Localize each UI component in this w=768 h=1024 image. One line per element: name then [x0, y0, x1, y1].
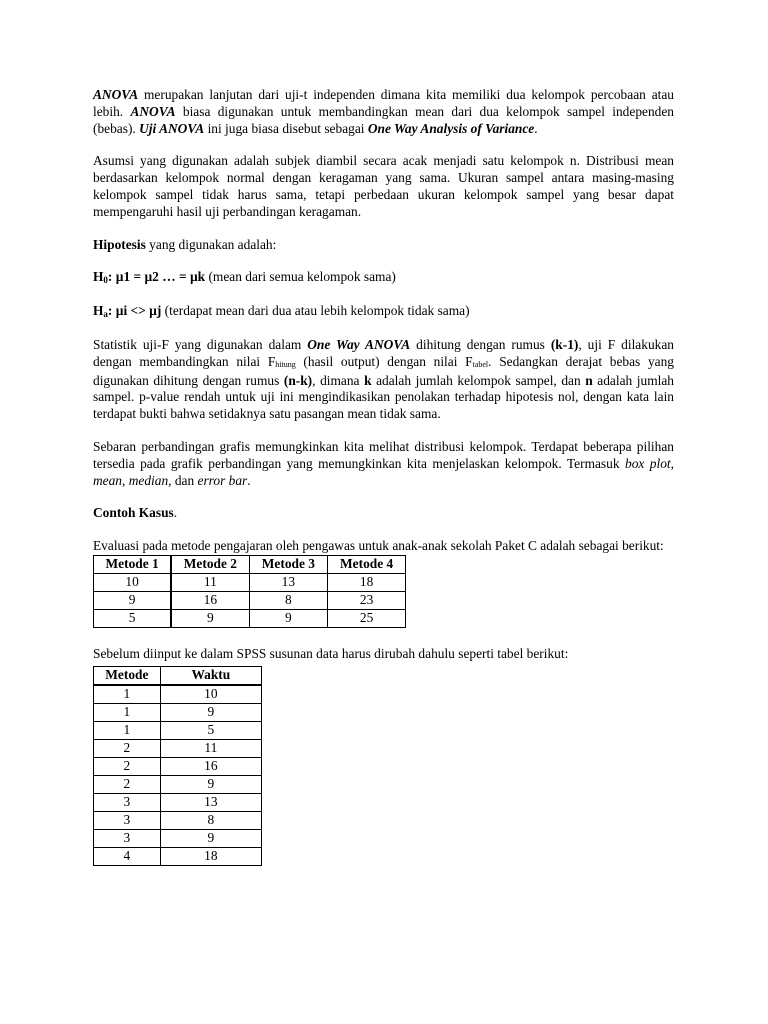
table-cell: 4 [94, 847, 161, 865]
text-span: H [93, 303, 104, 319]
text-span: (hasil output) dengan nilai F [295, 353, 473, 369]
text-span: H [93, 269, 104, 285]
table-cell: 18 [328, 573, 406, 591]
table-row [94, 573, 406, 591]
term-mean: mean [93, 472, 123, 488]
text-span: biasa digunakan untuk membandingkan mean dari dua kelompok sampel independen (bebas). [93, 103, 674, 136]
table-row [94, 757, 262, 775]
paragraph-evaluasi: Evaluasi pada metode pengajaran oleh pengawas untuk anak-anak sekolah Paket C adalah sebagai berikut: [93, 538, 664, 554]
table-cell: 9 [160, 829, 261, 847]
text-span: Statistik uji-F yang digunakan dalam [93, 336, 308, 352]
text-span: merupakan lanjutan dari uji-t independen dimana kita memiliki dua kelompok percobaan atau lebih. [93, 87, 674, 119]
table-cell: 1 [94, 685, 161, 704]
table-row [94, 793, 262, 811]
hypothesis-h0 [93, 269, 674, 287]
document-page [93, 87, 674, 866]
term-box-plot: box plot [625, 455, 671, 471]
paragraph-anova-intro [93, 87, 674, 137]
table-cell: 9 [160, 703, 261, 721]
table-cell: 9 [249, 609, 328, 627]
table-row [94, 829, 262, 847]
text-span: , uji F dilakukan dengan membandingkan nilai F [93, 336, 674, 369]
subscript: tabel [472, 359, 489, 369]
table-row [94, 591, 406, 609]
paragraph-asumsi: Asumsi yang digunakan adalah subjek diambil secara acak menjadi satu kelompok n. Distribusi mean berdasarkan kelompok normal dengan keragaman yang sama. Ukuran sampel antara masing-masing kelompok sampel tidak harus sama, tetapi perbedaan ukuran kelompok sampel yang besar dapat mempengaruhi hasil uji perbandingan keragaman. [93, 153, 674, 219]
header-metode: Metode [94, 666, 161, 685]
table-row [94, 739, 262, 757]
table-row [94, 703, 262, 721]
text-span: . [173, 505, 178, 521]
header-metode-1: Metode 1 [94, 555, 172, 573]
term-one-way-anova: One Way Analysis of Variance [367, 120, 535, 136]
term-one-way-anova: One Way ANOVA [307, 336, 411, 352]
table-row [94, 609, 406, 627]
table-header-row [94, 555, 406, 573]
hypothesis-ha [93, 303, 674, 321]
header-metode-4: Metode 4 [328, 555, 406, 573]
subscript: a [103, 309, 108, 320]
table-cell: 13 [249, 573, 328, 591]
text-span: dihitung dengan rumus [410, 336, 551, 352]
table-cell: 13 [160, 793, 261, 811]
term-hipotesis: Hipotesis [93, 236, 146, 252]
text-span: (terdapat mean dari dua atau lebih kelompok tidak sama) [161, 303, 470, 319]
paragraph-hipotesis [93, 237, 674, 254]
text-b: Contoh Kasus [93, 505, 174, 521]
table-cell: 8 [249, 591, 328, 609]
table-cell: 9 [171, 609, 249, 627]
term-anova: ANOVA [130, 103, 176, 119]
heading-contoh-kasus [93, 505, 674, 522]
term-n: n [585, 372, 593, 388]
text-span: yang digunakan adalah: [145, 236, 277, 252]
table-cell: 18 [160, 847, 261, 865]
table-cell: 5 [94, 609, 172, 627]
table-cell: 11 [171, 573, 249, 591]
text-span: adalah jumlah sampel. p-value rendah untuk uji ini mengindikasikan penolakan terhadap hipotesis nol, dengan kata lain terdapat bukti bahwa setidaknya satu pasangan mean tidak sama. [93, 372, 674, 422]
table-cell: 10 [160, 685, 261, 704]
term-median: median [128, 472, 169, 488]
table-cell: 9 [94, 591, 172, 609]
table-cell: 10 [94, 573, 172, 591]
table-cell: 5 [160, 721, 261, 739]
text-span: . [534, 120, 538, 136]
table-cell: 11 [160, 739, 261, 757]
table-cell: 8 [160, 811, 261, 829]
text-span: , dan [168, 472, 198, 488]
table-cell: 3 [94, 829, 161, 847]
text-span: , [122, 472, 129, 488]
formula-k-minus-1: (k-1) [550, 336, 579, 352]
text-span: . [247, 472, 251, 488]
text-span: , dimana [312, 372, 365, 388]
table-row [94, 685, 262, 704]
table-row [94, 775, 262, 793]
paragraph-statistik-uji-f [93, 337, 674, 423]
table-cell: 2 [94, 757, 161, 775]
header-waktu: Waktu [160, 666, 261, 685]
table-spss-format [93, 666, 262, 866]
table-cell: 16 [171, 591, 249, 609]
paragraph-sebaran [93, 439, 674, 489]
header-metode-3: Metode 3 [249, 555, 328, 573]
table-row [94, 847, 262, 865]
table-header-row [94, 666, 262, 685]
table-cell: 2 [94, 775, 161, 793]
paragraph-sebelum-diinput: Sebelum diinput ke dalam SPSS susunan data harus dirubah dahulu seperti tabel berikut: [93, 645, 569, 661]
subscript: hitung [275, 359, 296, 369]
text-span: , [670, 455, 675, 471]
table-cell: 2 [94, 739, 161, 757]
table-cell: 23 [328, 591, 406, 609]
table-cell: 3 [94, 793, 161, 811]
text-span: adalah jumlah kelompok sampel, dan [371, 372, 586, 388]
text-span: : µi <> µj [107, 303, 162, 319]
term-error-bar: error bar [197, 472, 248, 488]
table-row [94, 721, 262, 739]
term-anova: ANOVA [93, 87, 139, 102]
table-cell: 1 [94, 721, 161, 739]
term-k: k [364, 372, 372, 388]
table-cell: 25 [328, 609, 406, 627]
text-span: . Sedangkan derajat bebas yang digunakan dihitung dengan rumus [93, 353, 674, 388]
table-cell: 3 [94, 811, 161, 829]
formula-n-minus-k: (n-k) [283, 372, 313, 388]
table-cell: 16 [160, 757, 261, 775]
table-metode-scores [93, 555, 406, 628]
table-cell: 9 [160, 775, 261, 793]
header-metode-2: Metode 2 [171, 555, 249, 573]
text-span: : µ1 = µ2 … = µk [107, 269, 206, 285]
term-uji-anova: Uji ANOVA [139, 120, 205, 136]
subscript: 0 [103, 275, 108, 286]
text-span: Sebaran perbandingan grafis memungkinkan kita melihat distribusi kelompok. Terdapat beberapa pilihan tersedia pada grafik perbandingan yang memungkinkan kita menjelaskan kelompok. Termasuk [93, 438, 674, 471]
table-row [94, 811, 262, 829]
text-span: ini juga biasa disebut sebagai [204, 120, 368, 136]
text-span: (mean dari semua kelompok sama) [205, 269, 396, 285]
table-cell: 1 [94, 703, 161, 721]
